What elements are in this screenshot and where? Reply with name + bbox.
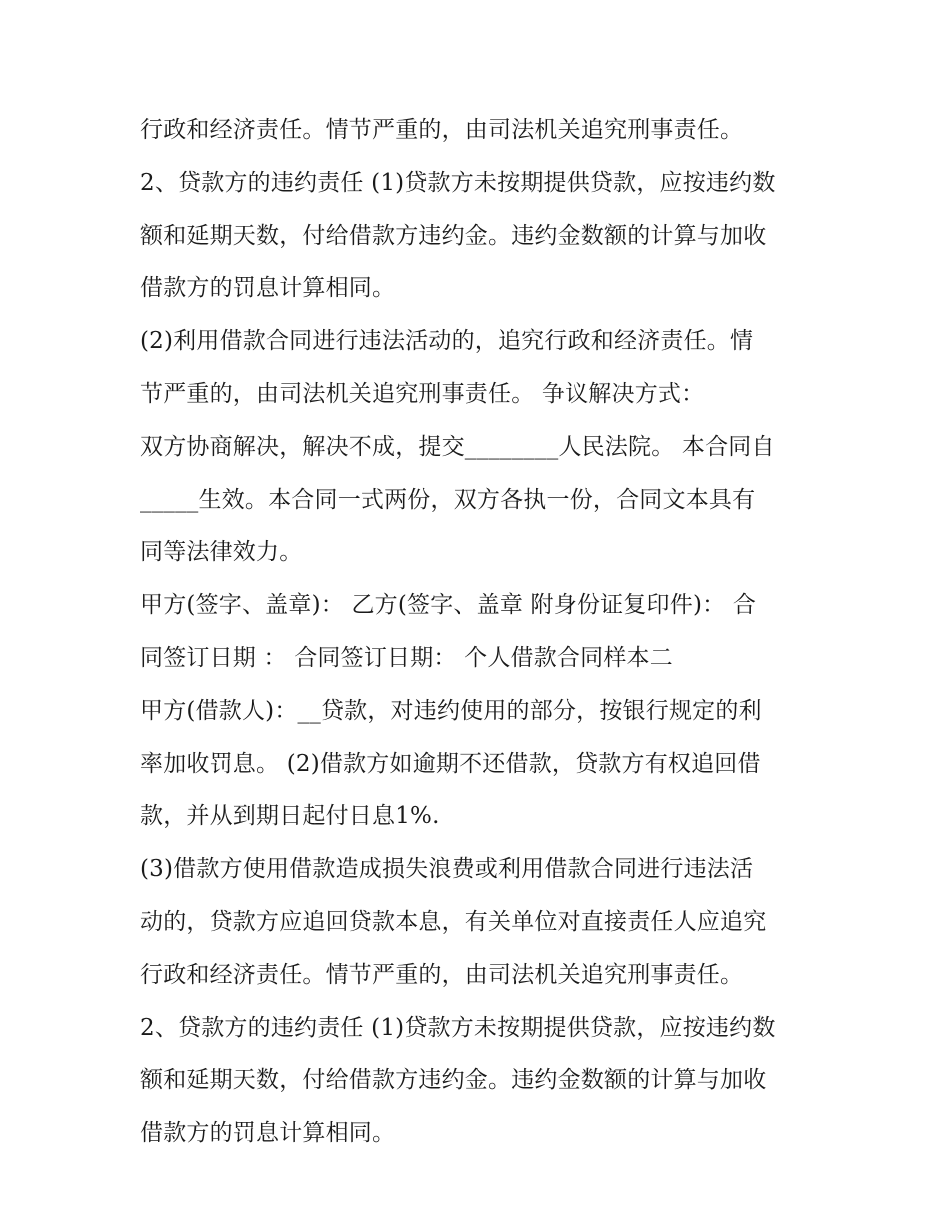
text-line-18: 2、贷款方的违约责任 (1)贷款方未按期提供贷款，应按违约数 xyxy=(140,1014,776,1041)
text-line-13: 率加收罚息。 (2)借款方如逾期不还借款，贷款方有权追回借 xyxy=(140,750,761,777)
text-line-16: 动的，贷款方应追回贷款本息，有关单位对直接责任人应追究 xyxy=(140,908,767,935)
text-line-1: 行政和经济责任。情节严重的，由司法机关追究刑事责任。 xyxy=(140,117,744,143)
text-line-15: (3)借款方使用借款造成损失浪费或利用借款合同进行违法活 xyxy=(140,856,754,883)
text-line-3: 额和延期天数，付给借款方违约金。违约金数额的计算与加收 xyxy=(140,222,767,249)
text-line-19: 额和延期天数，付给借款方违约金。违约金数额的计算与加收 xyxy=(140,1067,767,1094)
text-line-8: _____生效。本合同一式两份，双方各执一份，合同文本具有 xyxy=(140,486,756,513)
text-line-14: 款，并从到期日起付日息1%. xyxy=(140,803,440,830)
text-line-17: 行政和经济责任。情节严重的，由司法机关追究刑事责任。 xyxy=(140,961,744,988)
text-line-6: 节严重的，由司法机关追究刑事责任。 争议解决方式： xyxy=(140,380,705,407)
text-line-9: 同等法律效力。 xyxy=(140,539,303,566)
text-line-7: 双方协商解决，解决不成，提交________人民法院。 本合同自 xyxy=(140,433,775,460)
text-line-12: 甲方(借款人)：__贷款，对违约使用的部分，按银行规定的利 xyxy=(140,697,762,724)
text-line-11: 同签订日期 ： 合同签订日期： 个人借款合同样本二 xyxy=(140,644,673,671)
text-line-2: 2、贷款方的违约责任 (1)贷款方未按期提供贷款，应按违约数 xyxy=(140,169,776,196)
text-line-10: 甲方(签字、盖章)： 乙方(签字、盖章 附身份证复印件)： 合 xyxy=(140,592,757,619)
document-body xyxy=(140,108,820,1164)
text-line-20: 借款方的罚息计算相同。 xyxy=(140,1120,396,1147)
text-line-4: 借款方的罚息计算相同。 xyxy=(140,275,396,302)
text-line-5: (2)利用借款合同进行违法活动的，追究行政和经济责任。情 xyxy=(140,328,754,355)
